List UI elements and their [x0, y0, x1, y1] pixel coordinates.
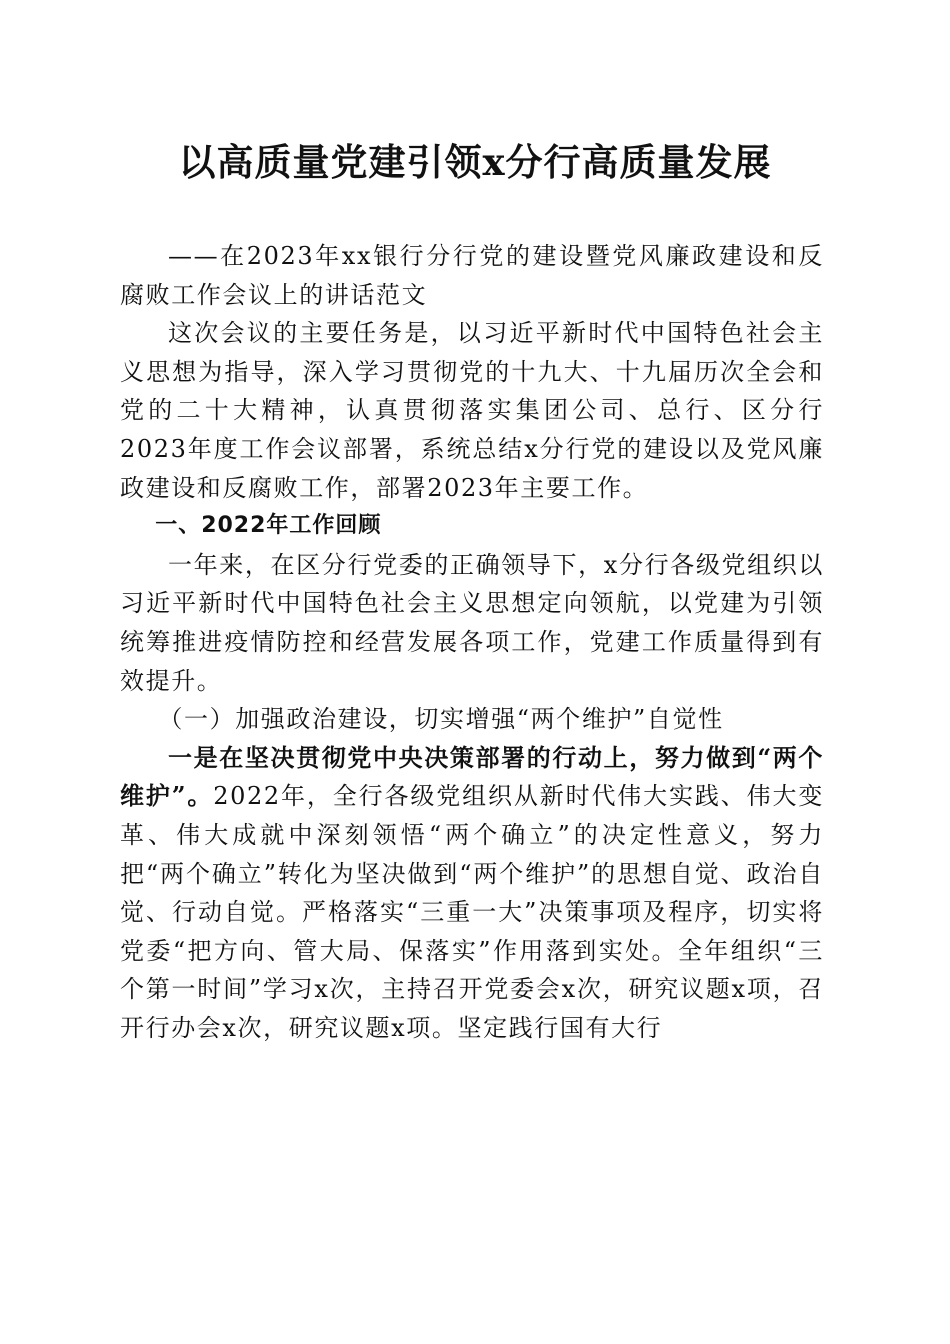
document-body — [120, 237, 824, 1047]
subsection-paragraph — [120, 739, 824, 1048]
subtitle-paragraph: ——在2023年xx银行分行党的建设暨党风廉政建设和反腐败工作会议上的讲话范文 — [120, 242, 824, 309]
subsection-body: 2022年，全行各级党组织从新时代伟大实践、伟大变革、伟大成就中深刻领悟“两个确立”的决定性意义，努力把“两个确立”转化为坚决做到“两个维护”的思想自觉、政治自觉、行动自觉。严格落实“三重一大”决策事项及程序，切实将党委“把方向、管大局、保落实”作用落到实处。全年组织“三个第一时间”学习x次，主持召开党委会x次，研究议题x项，召开行办会x次，研究议题x项。坚定践行国有大行 — [120, 782, 824, 1042]
section-paragraph: 一年来，在区分行党委的正确领导下，x分行各级党组织以习近平新时代中国特色社会主义思想定向领航，以党建为引领统筹推进疫情防控和经营发展各项工作，党建工作质量得到有效提升。 — [120, 550, 824, 695]
subsection-heading: （一）加强政治建设，切实增强“两个维护”自觉性 — [158, 705, 724, 734]
section-heading: 一、2022年工作回顾 — [155, 513, 382, 539]
document-title: 以高质量党建引领x分行高质量发展 — [178, 140, 772, 184]
subsection-lead: 一是在坚决贯彻党中央决策部署的行动上，努力做到“两个维护”。 — [120, 742, 824, 811]
intro-paragraph: 这次会议的主要任务是，以习近平新时代中国特色社会主义思想为指导，深入学习贯彻党的十九大、十九届历次全会和党的二十大精神，认真贯彻落实集团公司、总行、区分行2023年度工作会议部署，系统总结x分行党的建设以及党风廉政建设和反腐败工作，部署2023年主要工作。 — [120, 319, 824, 502]
